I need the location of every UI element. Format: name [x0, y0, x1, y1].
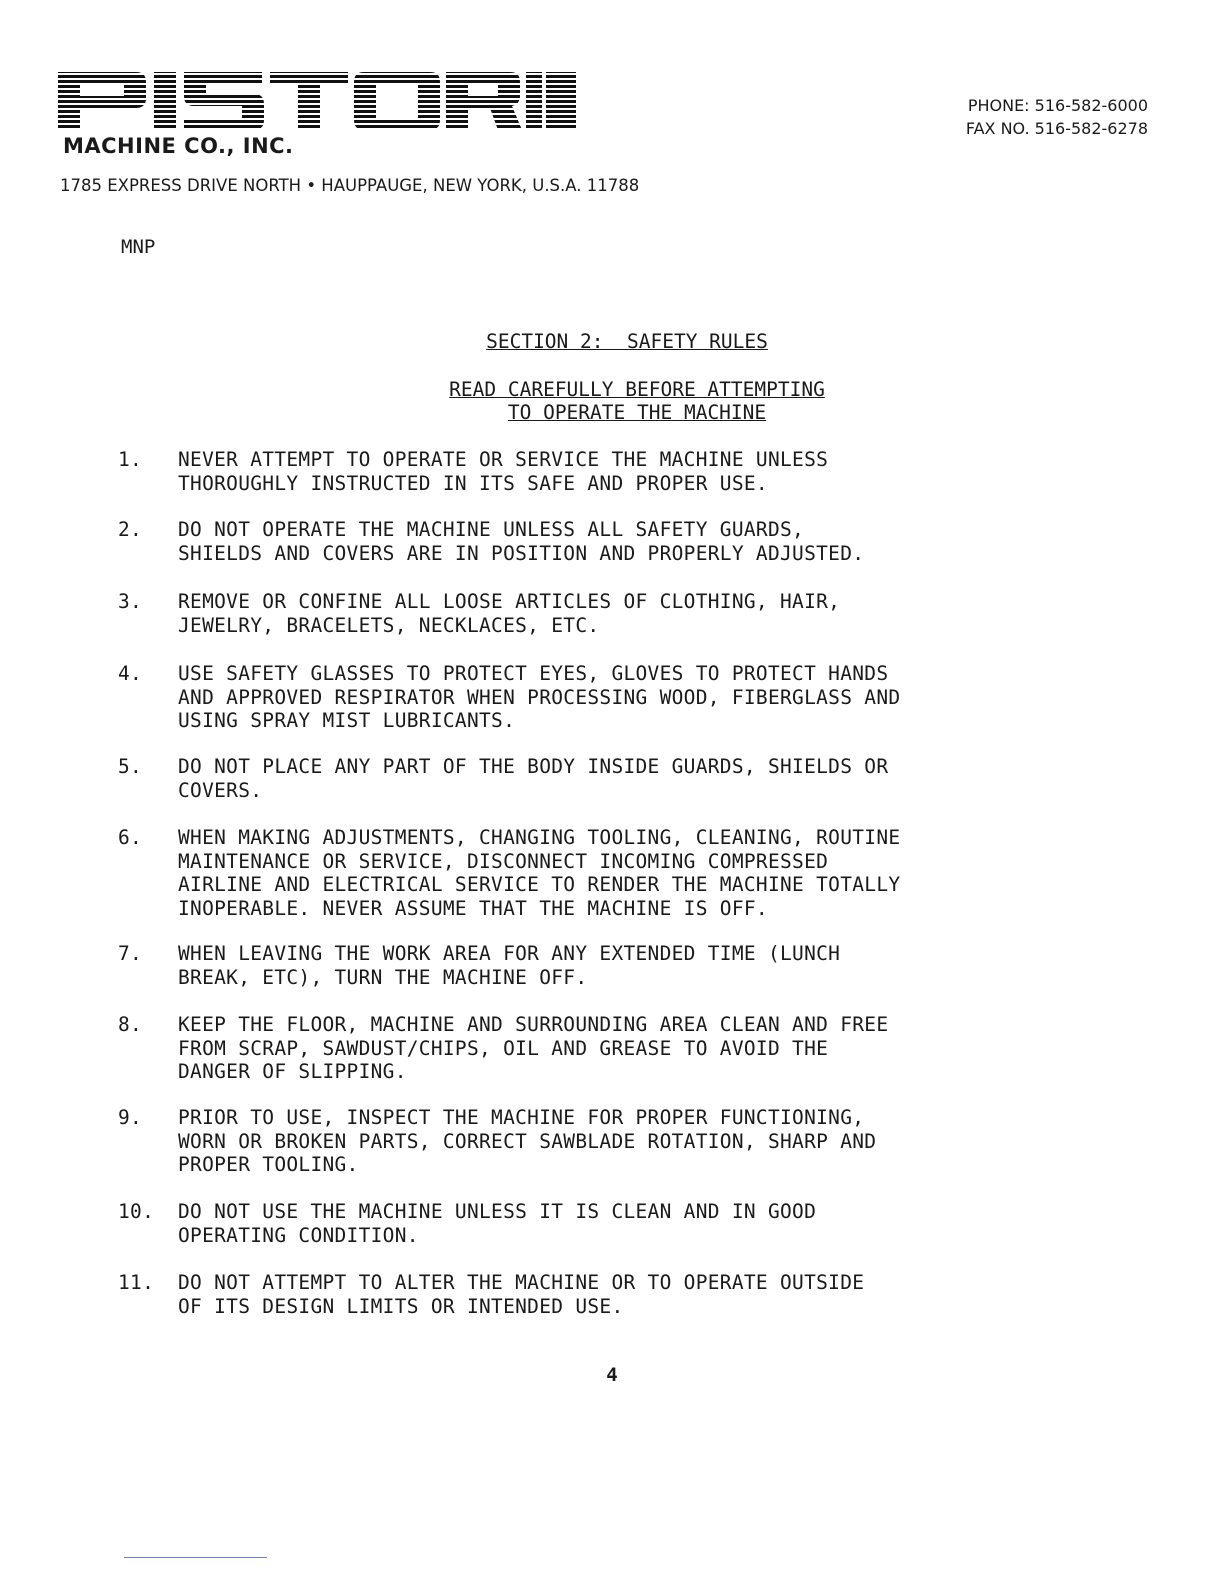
rule-text: REMOVE OR CONFINE ALL LOOSE ARTICLES OF CLOTHING, HAIR, JEWELRY, BRACELETS, NECKLACES, ETC.: [178, 590, 841, 637]
rule-item: [118, 448, 1078, 495]
rule-item: [118, 590, 1078, 637]
rule-number: 10.: [118, 1200, 155, 1223]
page-number: 4: [606, 1364, 618, 1386]
rule-text: DO NOT PLACE ANY PART OF THE BODY INSIDE GUARDS, SHIELDS OR COVERS.: [178, 755, 889, 802]
rule-text: NEVER ATTEMPT TO OPERATE OR SERVICE THE MACHINE UNLESS THOROUGHLY INSTRUCTED IN ITS SAFE AND PROPER USE.: [178, 448, 829, 495]
rule-item: [118, 1106, 1078, 1177]
phone-number: PHONE: 516-582-6000: [967, 96, 1148, 115]
company-address: 1785 EXPRESS DRIVE NORTH • HAUPPAUGE, NEW YORK, U.S.A. 11788: [60, 176, 640, 195]
rule-item: [118, 826, 1078, 920]
rule-text: WHEN LEAVING THE WORK AREA FOR ANY EXTENDED TIME (LUNCH BREAK, ETC), TURN THE MACHINE OFF.: [178, 942, 841, 989]
section-subtitle: [0, 378, 1224, 424]
rule-text: WHEN MAKING ADJUSTMENTS, CHANGING TOOLING, CLEANING, ROUTINE MAINTENANCE OR SERVICE, DISCONNECT INCOMING COMPRESSED AIRLINE AND ELECTRICAL SERVICE TO RENDER THE MACHINE TOTALLY INOPERABLE. NEVER ASSUME THAT THE MACHINE IS OFF.: [178, 826, 901, 920]
rule-text: USE SAFETY GLASSES TO PROTECT EYES, GLOVES TO PROTECT HANDS AND APPROVED RESPIRATOR WHEN PROCESSING WOOD, FIBERGLASS AND USING SPRAY MIST LUBRICANTS.: [178, 662, 901, 732]
rule-item: [118, 755, 1078, 802]
rule-item: [118, 1013, 1078, 1084]
rule-number: 1.: [118, 448, 143, 471]
subtitle-line-2: TO OPERATE THE MACHINE: [507, 401, 767, 424]
company-logo: [58, 70, 576, 132]
rule-text: PRIOR TO USE, INSPECT THE MACHINE FOR PROPER FUNCTIONING, WORN OR BROKEN PARTS, CORRECT SAWBLADE ROTATION, SHARP AND PROPER TOOLING.: [178, 1106, 877, 1176]
rule-number: 8.: [118, 1013, 143, 1036]
rule-number: 5.: [118, 755, 143, 778]
rule-text: DO NOT USE THE MACHINE UNLESS IT IS CLEAN AND IN GOOD OPERATING CONDITION.: [178, 1200, 817, 1247]
rule-number: 11.: [118, 1271, 155, 1294]
rule-text: KEEP THE FLOOR, MACHINE AND SURROUNDING AREA CLEAN AND FREE FROM SCRAP, SAWDUST/CHIPS, OIL AND GREASE TO AVOID THE DANGER OF SLIPPING.: [178, 1013, 889, 1083]
rule-number: 4.: [118, 662, 143, 685]
footer-line: [124, 1557, 267, 1558]
rule-number: 7.: [118, 942, 143, 965]
rule-number: 3.: [118, 590, 143, 613]
rule-item: [118, 662, 1078, 733]
rule-item: [118, 518, 1078, 565]
rule-text: DO NOT ATTEMPT TO ALTER THE MACHINE OR TO OPERATE OUTSIDE OF ITS DESIGN LIMITS OR INTENDED USE.: [178, 1271, 865, 1318]
fax-number: FAX NO. 516-582-6278: [965, 119, 1148, 138]
document-code: MNP: [121, 236, 156, 258]
rule-number: 9.: [118, 1106, 143, 1129]
subtitle-line-1: READ CAREFULLY BEFORE ATTEMPTING: [449, 378, 825, 401]
section-title: SECTION 2: SAFETY RULES: [486, 330, 768, 353]
rule-item: [118, 942, 1078, 989]
company-name: MACHINE CO., INC.: [63, 134, 294, 158]
rule-item: [118, 1271, 1078, 1318]
rule-item: [118, 1200, 1078, 1247]
rule-number: 2.: [118, 518, 143, 541]
rule-text: DO NOT OPERATE THE MACHINE UNLESS ALL SAFETY GUARDS, SHIELDS AND COVERS ARE IN POSITION AND PROPERLY ADJUSTED.: [178, 518, 865, 565]
contact-block: [966, 94, 1148, 140]
rule-number: 6.: [118, 826, 143, 849]
